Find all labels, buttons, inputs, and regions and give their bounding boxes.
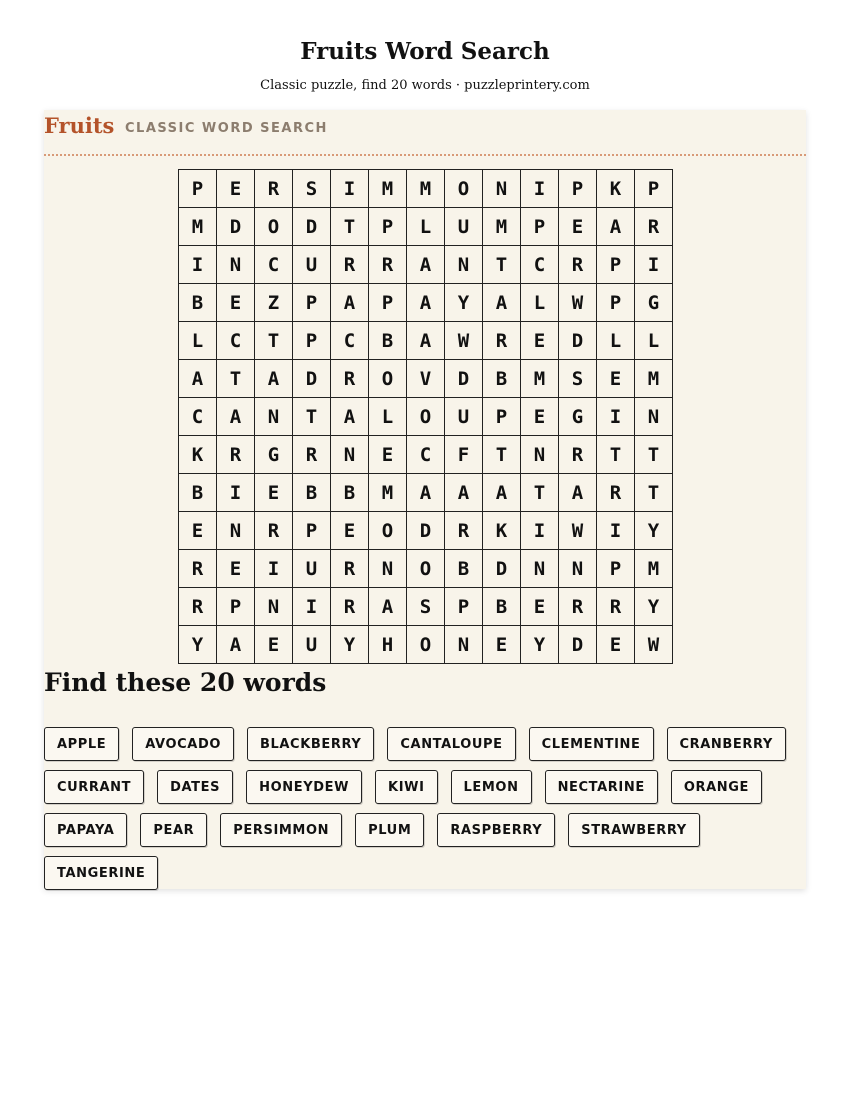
word-chip[interactable]: PAPAYA <box>44 813 127 847</box>
grid-cell[interactable]: P <box>597 550 635 588</box>
grid-cell[interactable]: S <box>559 360 597 398</box>
word-chip[interactable]: CLEMENTINE <box>529 727 654 761</box>
grid-cell[interactable]: C <box>255 246 293 284</box>
grid-cell[interactable]: N <box>369 550 407 588</box>
grid-cell[interactable]: A <box>217 626 255 664</box>
grid-cell[interactable]: P <box>597 246 635 284</box>
grid-cell[interactable]: D <box>407 512 445 550</box>
grid-cell[interactable]: A <box>407 284 445 322</box>
grid-cell[interactable]: P <box>369 284 407 322</box>
grid-cell[interactable]: I <box>255 550 293 588</box>
grid-cell[interactable]: A <box>331 398 369 436</box>
grid-cell[interactable]: B <box>331 474 369 512</box>
word-chip[interactable]: PEAR <box>140 813 207 847</box>
grid-cell[interactable]: K <box>179 436 217 474</box>
grid-cell[interactable]: E <box>597 626 635 664</box>
word-chip[interactable]: ORANGE <box>671 770 762 804</box>
grid-cell[interactable]: M <box>483 208 521 246</box>
grid-cell[interactable]: A <box>445 474 483 512</box>
grid-cell[interactable]: I <box>293 588 331 626</box>
word-chip[interactable]: NECTARINE <box>545 770 658 804</box>
grid-cell[interactable]: A <box>597 208 635 246</box>
grid-cell[interactable]: M <box>521 360 559 398</box>
grid-cell[interactable]: A <box>483 284 521 322</box>
grid-cell[interactable]: Z <box>255 284 293 322</box>
grid-cell[interactable]: P <box>369 208 407 246</box>
grid-cell[interactable]: Y <box>521 626 559 664</box>
grid-cell[interactable]: I <box>179 246 217 284</box>
grid-cell[interactable]: I <box>217 474 255 512</box>
grid-cell[interactable]: C <box>521 246 559 284</box>
grid-cell[interactable]: R <box>179 550 217 588</box>
grid-cell[interactable]: Y <box>635 512 673 550</box>
grid-cell[interactable]: N <box>217 246 255 284</box>
grid-cell[interactable]: M <box>179 208 217 246</box>
grid-cell[interactable]: A <box>483 474 521 512</box>
grid-cell[interactable]: P <box>217 588 255 626</box>
grid-cell[interactable]: R <box>255 170 293 208</box>
grid-cell[interactable]: T <box>635 436 673 474</box>
grid-cell[interactable]: I <box>331 170 369 208</box>
grid-cell[interactable]: P <box>635 170 673 208</box>
word-chip[interactable]: RASPBERRY <box>437 813 555 847</box>
word-chip[interactable]: CURRANT <box>44 770 144 804</box>
grid-cell[interactable]: T <box>255 322 293 360</box>
grid-cell[interactable]: R <box>559 436 597 474</box>
grid-cell[interactable]: A <box>407 474 445 512</box>
grid-cell[interactable]: E <box>559 208 597 246</box>
grid-cell[interactable]: R <box>369 246 407 284</box>
grid-cell[interactable]: N <box>521 436 559 474</box>
grid-cell[interactable]: N <box>255 588 293 626</box>
grid-cell[interactable]: E <box>217 550 255 588</box>
grid-cell[interactable]: E <box>521 322 559 360</box>
word-chip[interactable]: STRAWBERRY <box>568 813 700 847</box>
page-subtitle: Classic puzzle, find 20 words · puzzleprintery.com <box>260 78 590 93</box>
grid-cell[interactable]: Y <box>635 588 673 626</box>
grid-cell[interactable]: P <box>293 512 331 550</box>
grid-cell[interactable]: O <box>407 550 445 588</box>
grid-cell[interactable]: E <box>255 626 293 664</box>
grid-cell[interactable]: N <box>331 436 369 474</box>
word-chip[interactable]: AVOCADO <box>132 727 234 761</box>
grid-cell[interactable]: G <box>255 436 293 474</box>
puzzle-card <box>44 110 806 889</box>
grid-cell[interactable]: R <box>179 588 217 626</box>
grid-cell[interactable]: T <box>597 436 635 474</box>
grid-cell[interactable]: Y <box>179 626 217 664</box>
grid-cell[interactable]: N <box>521 550 559 588</box>
grid-cell[interactable]: M <box>635 360 673 398</box>
grid-cell[interactable]: E <box>217 170 255 208</box>
grid-cell[interactable]: W <box>559 284 597 322</box>
grid-cell[interactable]: P <box>559 170 597 208</box>
grid-cell[interactable]: P <box>179 170 217 208</box>
grid-cell[interactable]: R <box>293 436 331 474</box>
word-chip[interactable]: LEMON <box>451 770 532 804</box>
grid-cell[interactable]: T <box>483 436 521 474</box>
grid-cell[interactable]: N <box>483 170 521 208</box>
grid-cell[interactable]: N <box>445 626 483 664</box>
grid-cell[interactable]: R <box>635 208 673 246</box>
grid-cell[interactable]: I <box>597 398 635 436</box>
grid-cell[interactable]: A <box>179 360 217 398</box>
grid-cell[interactable]: L <box>635 322 673 360</box>
grid-cell[interactable]: H <box>369 626 407 664</box>
grid-cell[interactable]: E <box>597 360 635 398</box>
grid-cell[interactable]: T <box>217 360 255 398</box>
grid-cell[interactable]: N <box>559 550 597 588</box>
grid-cell[interactable]: O <box>407 398 445 436</box>
grid-cell[interactable]: N <box>255 398 293 436</box>
grid-cell[interactable]: L <box>179 322 217 360</box>
grid-cell[interactable]: E <box>179 512 217 550</box>
grid-cell[interactable]: B <box>483 588 521 626</box>
page-title: Fruits Word Search <box>300 38 550 65</box>
grid-cell[interactable]: B <box>293 474 331 512</box>
grid-cell[interactable]: U <box>293 550 331 588</box>
grid-cell[interactable]: B <box>179 284 217 322</box>
grid-cell[interactable]: L <box>407 208 445 246</box>
word-chip[interactable]: BLACKBERRY <box>247 727 374 761</box>
grid-cell[interactable]: E <box>217 284 255 322</box>
grid-cell[interactable]: E <box>521 398 559 436</box>
grid-cell[interactable]: B <box>179 474 217 512</box>
grid-cell[interactable]: P <box>597 284 635 322</box>
grid-cell[interactable]: E <box>255 474 293 512</box>
grid-cell[interactable]: W <box>635 626 673 664</box>
grid-cell[interactable]: I <box>597 512 635 550</box>
grid-cell[interactable]: W <box>559 512 597 550</box>
grid-cell[interactable]: A <box>559 474 597 512</box>
grid-cell[interactable]: C <box>179 398 217 436</box>
grid-cell[interactable]: I <box>521 170 559 208</box>
word-chip[interactable]: PERSIMMON <box>220 813 342 847</box>
grid-cell[interactable]: D <box>217 208 255 246</box>
grid-cell[interactable]: F <box>445 436 483 474</box>
grid-cell[interactable]: B <box>445 550 483 588</box>
grid-cell[interactable]: P <box>521 208 559 246</box>
grid-cell[interactable]: D <box>559 626 597 664</box>
grid-cell[interactable]: C <box>407 436 445 474</box>
grid-cell[interactable]: O <box>255 208 293 246</box>
grid-cell[interactable]: N <box>217 512 255 550</box>
grid-cell[interactable]: R <box>331 246 369 284</box>
grid-cell[interactable]: I <box>521 512 559 550</box>
grid-cell[interactable]: R <box>597 588 635 626</box>
grid-cell[interactable]: D <box>293 360 331 398</box>
grid-cell[interactable]: U <box>445 398 483 436</box>
grid-cell[interactable]: P <box>483 398 521 436</box>
grid-cell[interactable]: K <box>483 512 521 550</box>
word-chip[interactable]: HONEYDEW <box>246 770 362 804</box>
grid-cell[interactable]: E <box>369 436 407 474</box>
grid-cell[interactable]: P <box>445 588 483 626</box>
grid-cell[interactable]: I <box>635 246 673 284</box>
grid-cell[interactable]: O <box>445 170 483 208</box>
grid-cell[interactable]: M <box>635 550 673 588</box>
grid-cell[interactable]: U <box>293 246 331 284</box>
grid-cell[interactable]: C <box>331 322 369 360</box>
grid-cell[interactable]: D <box>559 322 597 360</box>
letter-grid <box>178 169 673 664</box>
grid-cell[interactable]: U <box>293 626 331 664</box>
grid-cell[interactable]: E <box>483 626 521 664</box>
grid-cell[interactable]: L <box>521 284 559 322</box>
grid-cell[interactable]: A <box>331 284 369 322</box>
word-list-heading: Find these 20 words <box>44 668 327 697</box>
grid-cell[interactable]: B <box>369 322 407 360</box>
word-chip[interactable]: CRANBERRY <box>667 727 786 761</box>
grid-cell[interactable]: S <box>293 170 331 208</box>
grid-cell[interactable]: R <box>483 322 521 360</box>
grid-cell[interactable]: G <box>559 398 597 436</box>
card-header <box>44 110 806 156</box>
grid-cell[interactable]: U <box>445 208 483 246</box>
word-chip[interactable]: CANTALOUPE <box>387 727 515 761</box>
grid-cell[interactable]: M <box>407 170 445 208</box>
grid-cell[interactable]: S <box>407 588 445 626</box>
grid-cell[interactable]: T <box>521 474 559 512</box>
grid-cell[interactable]: L <box>369 398 407 436</box>
grid-cell[interactable]: Y <box>445 284 483 322</box>
grid-cell[interactable]: A <box>255 360 293 398</box>
grid-cell[interactable]: D <box>293 208 331 246</box>
grid-cell[interactable]: O <box>369 512 407 550</box>
grid-cell[interactable]: T <box>483 246 521 284</box>
grid-cell[interactable]: A <box>369 588 407 626</box>
grid-cell[interactable]: P <box>293 284 331 322</box>
word-chip[interactable]: DATES <box>157 770 233 804</box>
grid-cell[interactable]: D <box>445 360 483 398</box>
grid-cell[interactable]: O <box>407 626 445 664</box>
grid-cell[interactable]: N <box>445 246 483 284</box>
word-chip[interactable]: KIWI <box>375 770 438 804</box>
grid-cell[interactable]: A <box>217 398 255 436</box>
grid-cell[interactable]: V <box>407 360 445 398</box>
grid-cell[interactable]: E <box>521 588 559 626</box>
grid-cell[interactable]: E <box>331 512 369 550</box>
grid-cell[interactable]: O <box>369 360 407 398</box>
word-chip[interactable]: APPLE <box>44 727 119 761</box>
grid-cell[interactable]: R <box>559 246 597 284</box>
grid-cell[interactable]: R <box>331 588 369 626</box>
grid-cell[interactable]: R <box>331 360 369 398</box>
grid-cell[interactable]: K <box>597 170 635 208</box>
grid-cell[interactable]: D <box>483 550 521 588</box>
grid-cell[interactable]: C <box>217 322 255 360</box>
word-chip[interactable]: TANGERINE <box>44 856 158 890</box>
grid-cell[interactable]: T <box>293 398 331 436</box>
grid-cell[interactable]: P <box>293 322 331 360</box>
grid-cell[interactable]: T <box>331 208 369 246</box>
grid-cell[interactable]: A <box>407 246 445 284</box>
grid-cell[interactable]: Y <box>331 626 369 664</box>
grid-cell[interactable]: R <box>597 474 635 512</box>
grid-cell[interactable]: R <box>445 512 483 550</box>
grid-cell[interactable]: M <box>369 474 407 512</box>
grid-cell[interactable]: B <box>483 360 521 398</box>
grid-cell[interactable]: R <box>559 588 597 626</box>
grid-cell[interactable]: W <box>445 322 483 360</box>
grid-cell[interactable]: A <box>407 322 445 360</box>
word-list <box>44 727 804 890</box>
grid-cell[interactable]: R <box>331 550 369 588</box>
grid-cell[interactable]: G <box>635 284 673 322</box>
grid-cell[interactable]: T <box>635 474 673 512</box>
grid-cell[interactable]: R <box>217 436 255 474</box>
grid-cell[interactable]: L <box>597 322 635 360</box>
grid-cell[interactable]: M <box>369 170 407 208</box>
grid-cell[interactable]: R <box>255 512 293 550</box>
grid-cell[interactable]: N <box>635 398 673 436</box>
card-kicker: CLASSIC WORD SEARCH <box>125 121 328 136</box>
word-chip[interactable]: PLUM <box>355 813 424 847</box>
card-title: Fruits <box>44 113 115 138</box>
